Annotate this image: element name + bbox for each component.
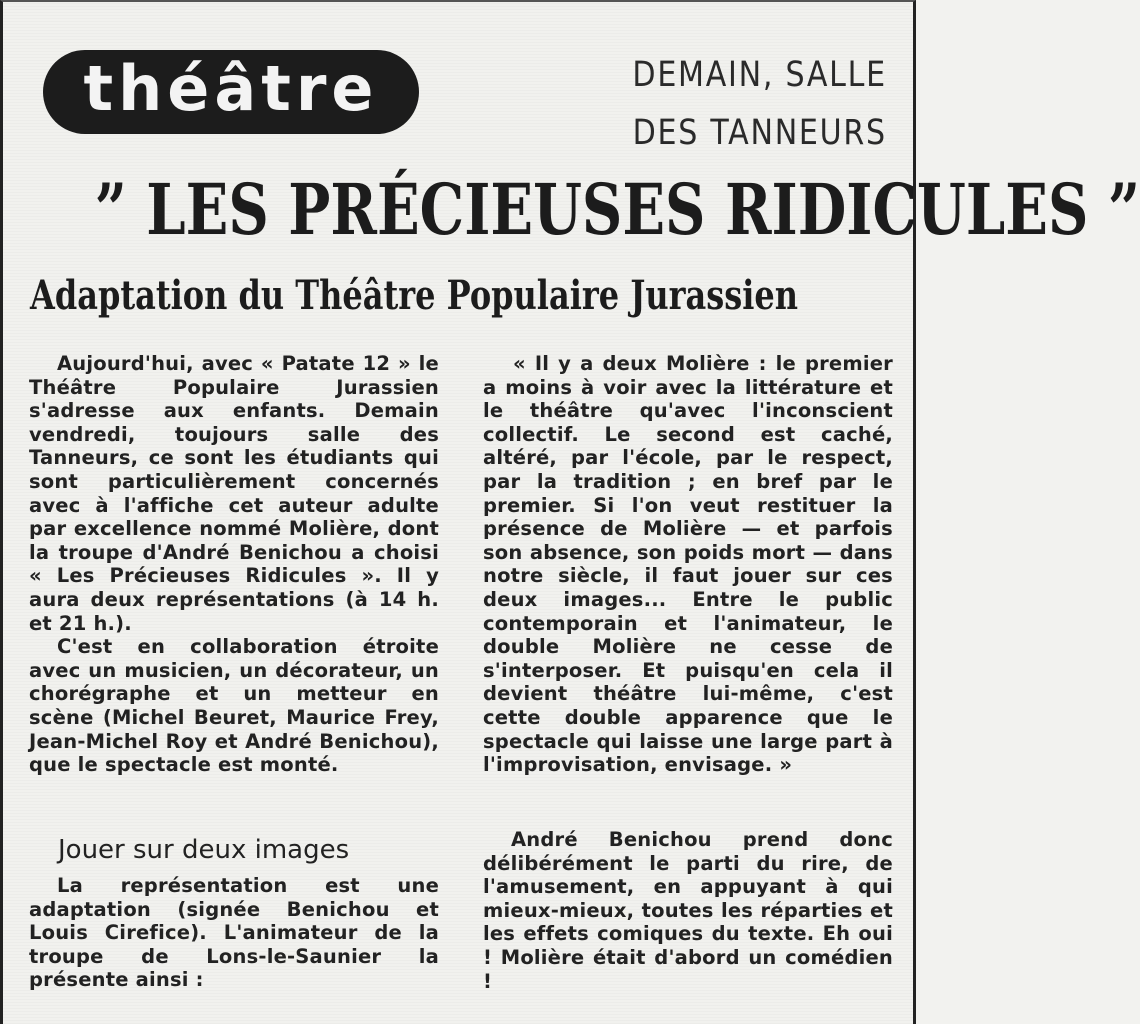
left-lower-paragraph-1: La représentation est une adaptation (signée Benichou et Louis Cirefice). L'animateur de la troupe de Lons-le-Saunier la présente ainsi :	[29, 874, 439, 992]
left-column	[29, 352, 439, 777]
right-column-lower	[483, 828, 893, 993]
subheadline: Adaptation du Théâtre Populaire Jurassien	[30, 272, 799, 319]
right-column	[483, 352, 893, 777]
section-badge	[43, 50, 419, 134]
kicker	[633, 46, 887, 162]
headline: ” LES PRÉCIEUSES RIDICULES ”	[94, 168, 1140, 251]
left-column-lower	[29, 874, 439, 992]
kicker-line-2: DES TANNEURS	[632, 113, 887, 153]
kicker-line-1: DEMAIN, SALLE	[632, 55, 887, 95]
right-lower-paragraph-1: André Benichou prend donc délibérément le parti du rire, de l'amusement, en appuyant à qui mieux-mieux, toutes les réparties et les effets comiques du texte. Eh oui ! Molière était d'abord un comédien !	[483, 828, 893, 993]
section-badge-label: théâtre	[83, 52, 379, 125]
left-paragraph-2: C'est en collaboration étroite avec un musicien, un décorateur, un chorégraphe et un metteur en scène (Michel Beuret, Maurice Frey, Jean-Michel Roy et André Benichou), que le spectacle est monté.	[29, 635, 439, 777]
left-paragraph-1: Aujourd'hui, avec « Patate 12 » le Théâtre Populaire Jurassien s'adresse aux enfants. Demain vendredi, toujours salle des Tanneurs, ce sont les étudiants qui sont particulièrement concernés avec à l'affiche cet auteur adulte par excellence nommé Molière, dont la troupe d'André Benichou a choisi « Les Précieuses Ridicules ». Il y aura deux représentations (à 14 h. et 21 h.).	[29, 352, 439, 635]
subsection-title: Jouer sur deux images	[58, 835, 350, 865]
right-quote-paragraph: « Il y a deux Molière : le premier a moins à voir avec la littérature et le théâtre qu'avec l'inconscient collectif. Le second est caché, altéré, par l'école, par le respect, par la tradition ; en bref par le premier. Si l'on veut restituer la présence de Molière — et parfois son absence, son poids mort — dans notre siècle, il faut jouer sur ces deux images... Entre le public contemporain et l'animateur, le double Molière ne cesse de s'interposer. Et puisqu'en cela il devient théâtre lui-même, c'est cette double apparence que le spectacle qui laisse une large part à l'improvisation, envisage. »	[483, 352, 893, 777]
